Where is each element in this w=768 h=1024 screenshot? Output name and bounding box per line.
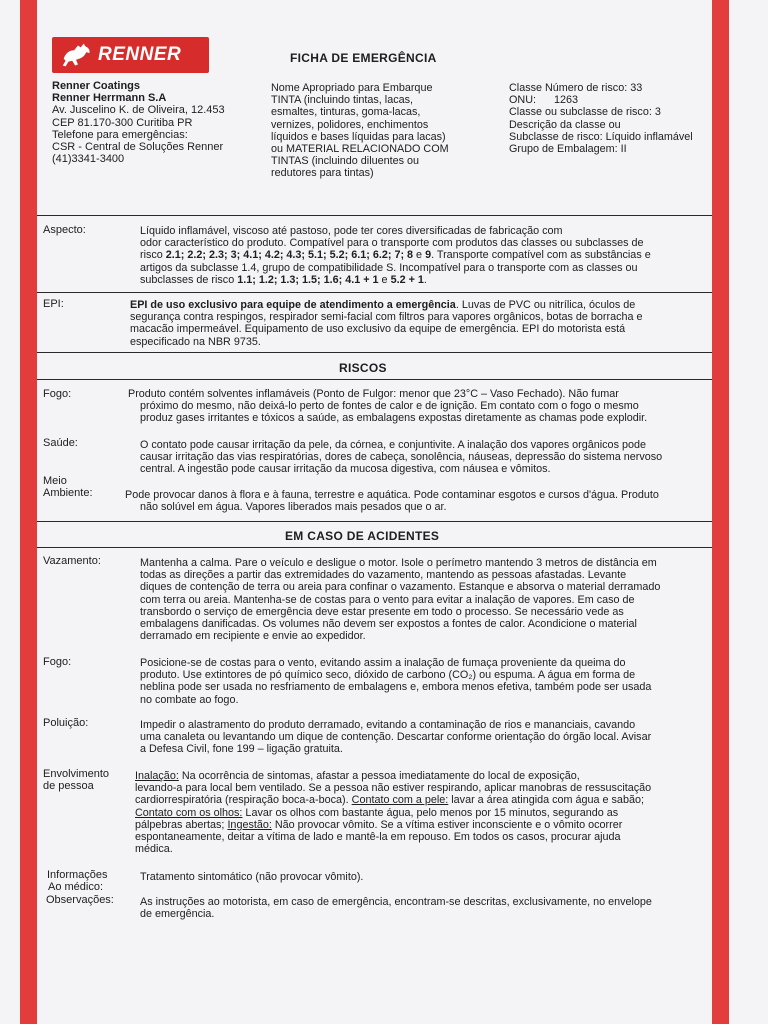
company-name-2: Renner Herrmann S.A xyxy=(52,92,167,105)
label-line: Ao médico: xyxy=(48,881,104,894)
section-title-riscos: RISCOS xyxy=(339,361,387,375)
text-line xyxy=(140,274,707,286)
text-line: com terra ou areia. Mantenha-se de costas para o vento para evitar a inalação de vapores. Em caso de xyxy=(140,593,635,606)
envolvimento-text xyxy=(135,770,708,855)
observacoes-label: Observações: xyxy=(46,894,114,906)
vazamento-label: Vazamento: xyxy=(43,555,101,567)
section-title-acidentes: EM CASO DE ACIDENTES xyxy=(285,529,440,543)
risk-class-desc: Descrição da classe ou xyxy=(509,118,621,131)
saude-label: Saúde: xyxy=(43,437,78,449)
text-line xyxy=(140,249,707,261)
aspecto-label: Aspecto: xyxy=(43,224,86,236)
contato-pele-heading: Contato com a pele: xyxy=(351,794,449,807)
phone-number: (41)3341-3400 xyxy=(52,153,125,166)
text-run: risco xyxy=(140,249,166,262)
divider xyxy=(37,292,712,293)
text-line xyxy=(135,770,708,782)
text-line xyxy=(130,299,708,311)
text-line: produz gases irritantes e tóxicos a saúde, as embalagens expostas diretamente as chamas pode explodir. xyxy=(140,412,648,425)
text-run: Lavar os olhos com bastante água, pelo menos por 15 minutos, segurando as xyxy=(242,806,619,819)
emergency-sheet xyxy=(37,0,712,1024)
fogo-acidente-label: Fogo: xyxy=(43,656,72,668)
divider xyxy=(37,547,712,548)
page-title: FICHA DE EMERGÊNCIA xyxy=(290,51,437,65)
left-red-border xyxy=(20,0,37,1024)
epi-label: EPI: xyxy=(43,298,64,310)
horse-icon xyxy=(58,39,96,71)
right-red-border xyxy=(712,0,729,1024)
phone-label: Telefone para emergências: xyxy=(52,128,188,141)
text-line: central. A ingestão pode causar irritação da mucosa digestiva, com náusea e vômitos. xyxy=(140,463,551,476)
meio-ambiente-text xyxy=(125,489,708,513)
text-line xyxy=(135,807,708,819)
text-run: e xyxy=(413,249,426,262)
label-line: de pessoa xyxy=(43,780,94,793)
packing-group: Grupo de Embalagem: II xyxy=(509,143,627,156)
text-line: uma canaleta ou levantando um dique de contenção. Descartar conforme orientação do órgão local. Avisar xyxy=(140,731,652,744)
phone-center: CSR - Central de Soluções Renner xyxy=(52,141,224,154)
text-run: Na ocorrência de sintomas, afastar a pessoa imediatamente do local de exposição, xyxy=(178,770,580,782)
label-line: Envolvimento xyxy=(43,768,110,780)
text-line: Impedir o alastramento do produto derramado, evitando a contaminação de rios e mananciais, cavando xyxy=(140,719,636,731)
text-run: . Luvas de PVC ou nitrílica, óculos de xyxy=(455,299,636,311)
product-line: líquidos e bases líquidas para lacas) xyxy=(271,130,446,143)
product-line: vernizes, polidores, enchimentos xyxy=(271,118,429,131)
product-line: Nome Apropriado para Embarque xyxy=(271,82,433,94)
text-run: . xyxy=(423,273,427,286)
epi-emphasis: EPI de uso exclusivo para equipe de atendimento a emergência xyxy=(130,299,456,311)
text-line: transbordo o serviço de emergência deve estar presente em todo o processo. Se necessário vede as xyxy=(140,605,624,618)
observacoes-text xyxy=(140,896,708,920)
label-line: Ambiente: xyxy=(43,487,93,500)
company-name: Renner Coatings xyxy=(52,80,141,92)
text-line: As instruções ao motorista, em caso de emergência, encontram-se descritas, exclusivamente, no envelope xyxy=(140,896,652,908)
risk-class: Classe ou subclasse de risco: 3 xyxy=(509,106,661,119)
text-line: odor característico do produto. Compatível para o transporte com produtos das classes ou subclasses de xyxy=(140,237,644,250)
company-info xyxy=(52,80,225,165)
text-line: levando-a para local bem ventilado. Se a pessoa não estiver respirando, aplicar manobras de ressuscitação xyxy=(135,782,652,795)
text-line xyxy=(135,794,708,806)
risk-class-9: 9 xyxy=(425,249,432,262)
product-line: ou MATERIAL RELACIONADO COM xyxy=(271,143,449,156)
text-line: Produto contém solventes inflamáveis (Ponto de Fulgor: menor que 23°C – Vaso Fechado). Não fumar xyxy=(128,388,619,400)
text-line: de emergência. xyxy=(140,908,215,921)
risk-number: Classe Número de risco: 33 xyxy=(509,82,643,94)
text-run: . Transporte compatível com as substâncias e xyxy=(431,249,651,262)
ingestao-heading: Ingestão: xyxy=(227,818,272,831)
text-line: especificado na NBR 9735. xyxy=(130,335,261,348)
text-line: médica. xyxy=(135,843,173,856)
renner-logo xyxy=(52,37,209,73)
text-line: derramado em recipiente e envie ao expedidor. xyxy=(140,630,366,643)
divider xyxy=(37,215,712,216)
product-line: esmaltes, tinturas, goma-lacas, xyxy=(271,106,421,119)
text-line: Tratamento sintomático (não provocar vômito). xyxy=(140,871,364,883)
fogo-acidente-text xyxy=(140,657,708,706)
text-line: no combate ao fogo. xyxy=(140,693,239,706)
product-line: redutores para tintas) xyxy=(271,167,374,180)
text-line: causar irritação das vias respiratórias, dores de cabeça, sonolência, náuseas, depressão do sistema nervoso xyxy=(140,451,663,464)
text-line: artigos da subclasse 1.4, grupo de compatibilidade S. Incompatível para o transporte com as classes ou xyxy=(140,261,638,274)
text-line: O contato pode causar irritação da pele, da córnea, e conjuntivite. A inalação dos vapores orgânicos pode xyxy=(140,439,646,451)
vazamento-text xyxy=(140,557,708,642)
text-run: cardiorrespiratória (respiração boca-a-boca). xyxy=(135,794,352,807)
text-run: pálpebras abertas; xyxy=(135,818,228,831)
poluicao-label: Poluição: xyxy=(43,717,89,729)
text-line xyxy=(135,819,708,831)
text-line: não solúvel em água. Vapores liberados mais pesados que o ar. xyxy=(140,501,447,514)
text-line: Pode provocar danos à flora e à fauna, terrestre e aquática. Pode contaminar esgotos e cursos d'água. Produto xyxy=(125,489,659,501)
text-line: Mantenha a calma. Pare o veículo e desligue o motor. Isole o perímetro mantendo 3 metros de distância em xyxy=(140,557,657,569)
informacoes-medico-label xyxy=(47,869,108,893)
risk-subclass: Subclasse de risco: Líquido inflamável xyxy=(509,130,693,143)
poluicao-text xyxy=(140,719,708,756)
fogo-risk-text xyxy=(128,388,708,425)
onu-label: ONU: xyxy=(509,94,536,107)
product-description xyxy=(271,82,481,180)
text-line: Posicione-se de costas para o vento, evitando assim a inalação de fumaça proveniente da queima do xyxy=(140,657,626,669)
fogo-label: Fogo: xyxy=(43,388,72,400)
risk-classification xyxy=(509,82,709,155)
text-line: Líquido inflamável, viscoso até pastoso, pode ter cores diversificadas de fabricação com xyxy=(140,225,563,237)
text-line: diques de contenção de terra ou areia para confinar o vazamento. Estanque e absorva o material derramado xyxy=(140,581,661,594)
divider xyxy=(37,352,712,353)
company-address: Av. Juscelino K. de Oliveira, 12.453 xyxy=(52,104,225,117)
text-line: segurança contra respingos, respirador semi-facial com filtros para vapores orgânicos, botas de borracha e xyxy=(130,311,643,324)
risk-class-52: 5.2 + 1 xyxy=(390,273,424,286)
aspecto-text xyxy=(140,225,707,286)
divider xyxy=(37,521,712,522)
text-run: Não provocar vômito. Se a vítima estiver inconsciente e o vômito ocorrer xyxy=(271,818,623,831)
envolvimento-label xyxy=(43,768,109,792)
text-run: lavar a área atingida com água e sabão; xyxy=(448,794,644,807)
product-line: TINTAS (incluindo diluentes ou xyxy=(271,155,420,168)
text-line: a Defesa Civil, fone 199 – ligação gratuita. xyxy=(140,743,343,756)
text-line: espontaneamente, deitar a vítima de lado e mantê-la em repouso. Em todos os casos, procurar ajuda xyxy=(135,831,621,844)
inalacao-heading: Inalação: xyxy=(135,770,179,782)
product-line: TINTA (incluindo tintas, lacas, xyxy=(271,94,414,107)
text-line: produto. Use extintores de pó químico seco, dióxido de carbono (CO₂) ou espuma. A água em forma de xyxy=(140,669,636,682)
informacoes-medico-text xyxy=(140,871,708,883)
contato-olhos-heading: Contato com os olhos: xyxy=(135,806,243,819)
divider xyxy=(37,379,712,380)
onu-code: 1263 xyxy=(554,94,579,107)
text-line: neblina pode ser usada no resfriamento de embalagens e, embora menos efetiva, também pode ser usada xyxy=(140,681,652,694)
epi-text xyxy=(130,299,708,348)
text-line: todas as direções a partir das extremidades do vazamento, mantendo as pessoas afastadas. Levante xyxy=(140,569,627,582)
meio-ambiente-label xyxy=(43,475,93,499)
saude-risk-text xyxy=(140,439,708,476)
text-line: macacão impermeável. Equipamento de uso exclusivo da equipe de emergência. EPI do motorista está xyxy=(130,323,626,336)
text-line: próximo do mesmo, não deixá-lo perto de fontes de calor e de ignição. Em contato com o fogo o mesmo xyxy=(140,400,639,413)
risk-classes-incompatible: 1.1; 1.2; 1.3; 1.5; 1.6; 4.1 + 1 xyxy=(237,273,379,286)
onu-line xyxy=(509,94,709,106)
text-line: embalagens danificadas. Os volumes não devem ser expostos a fontes de calor. Acondicione o material xyxy=(140,618,637,631)
text-run: e xyxy=(378,273,391,286)
label-line: Meio xyxy=(43,475,67,487)
brand-name: RENNER xyxy=(98,44,182,65)
risk-classes-compatible: 2.1; 2.2; 2.3; 3; 4.1; 4.2; 4.3; 5.1; 5.2; 6.1; 6.2; 7; 8 xyxy=(165,249,414,262)
company-cep: CEP 81.170-300 Curitiba PR xyxy=(52,116,193,129)
text-run: subclasses de risco xyxy=(140,273,238,286)
label-line: Informações xyxy=(47,869,108,881)
